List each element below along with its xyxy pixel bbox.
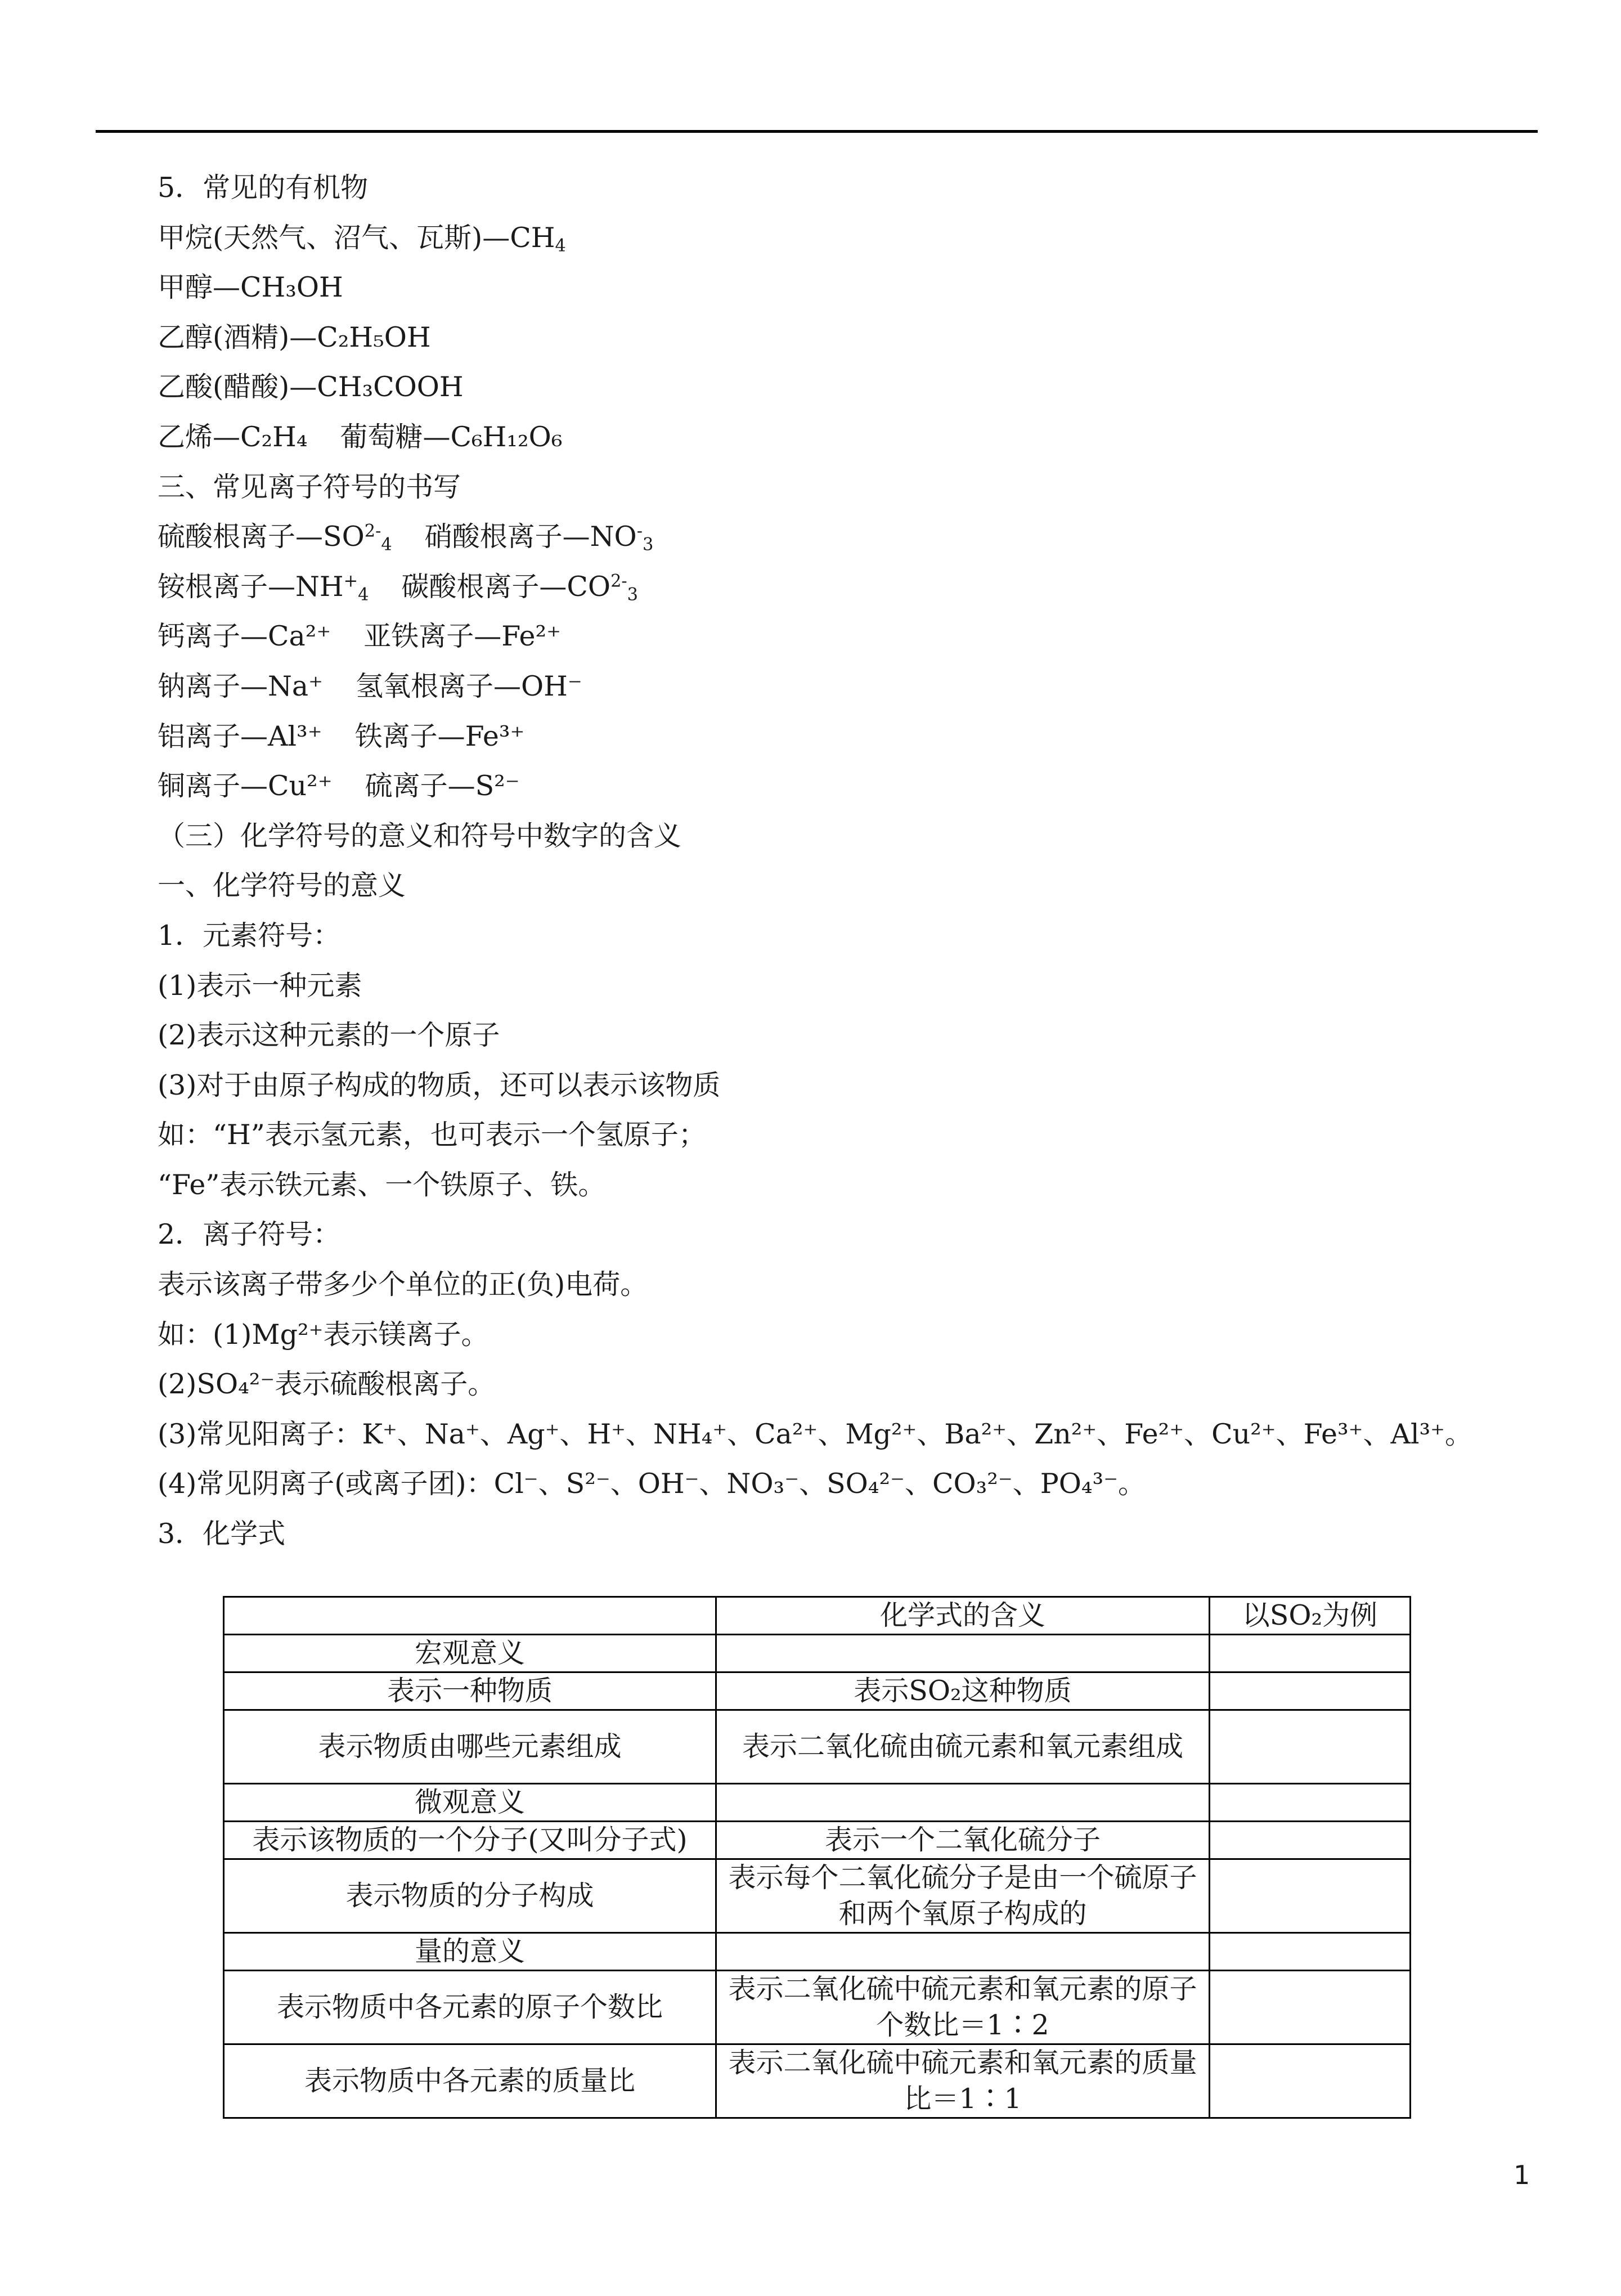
table-cell: [1210, 1710, 1411, 1784]
text-line-methanol: 甲醇—CH₃OH: [158, 271, 343, 304]
text-line-ethanol: 乙醇(酒精)—C₂H₅OH: [158, 321, 431, 353]
table-header-cell: 以SO₂为例: [1210, 1597, 1411, 1635]
table-header-cell: 化学式的含义: [716, 1597, 1210, 1635]
table-cell: [1210, 1784, 1411, 1822]
table-cell: 表示物质中各元素的质量比: [224, 2044, 716, 2118]
table-cell: 宏观意义: [224, 1635, 716, 1672]
table-row: [224, 1859, 1411, 1933]
table-cell: 表示物质的分子构成: [224, 1859, 716, 1933]
text-line-calcium-ferrous: 钙离子—Ca²⁺ 亚铁离子—Fe²⁺: [158, 620, 562, 653]
table-cell: 表示该物质的一个分子(又叫分子式): [224, 1822, 716, 1859]
table-header-row: [224, 1597, 1411, 1635]
table-cell: 量的意义: [224, 1933, 716, 1971]
table-row: [224, 1672, 1411, 1710]
text-line-ion-example-1: 如：(1)Mg²⁺表示镁离子。: [158, 1318, 489, 1351]
text-line-element-2: (2)表示这种元素的一个原子: [158, 1019, 500, 1052]
text-line-ion-title: 2．离子符号：: [158, 1218, 341, 1251]
text-line-sodium-hydroxide: 钠离子—Na⁺ 氢氧根离子—OH⁻: [158, 670, 582, 702]
table-cell: 表示一种物质: [224, 1672, 716, 1710]
table-cell: 表示二氧化硫中硫元素和氧元素的原子个数比＝1∶2: [716, 1971, 1210, 2044]
table-cell: [716, 1635, 1210, 1672]
table-row: [224, 1971, 1411, 2044]
header-rule: [96, 130, 1538, 133]
table-cell: 表示二氧化硫由硫元素和氧元素组成: [716, 1710, 1210, 1784]
table-header-cell: [224, 1597, 716, 1635]
formula-meaning-table: [223, 1596, 1411, 2119]
table-cell: 表示二氧化硫中硫元素和氧元素的质量比＝1∶1: [716, 2044, 1210, 2118]
text-line-anions: (4)常见阴离子(或离子团)：Cl⁻、S²⁻、OH⁻、NO₃⁻、SO₄²⁻、CO₃²⁻、PO₄³⁻。: [158, 1468, 1146, 1500]
table-row: [224, 1822, 1411, 1859]
table-cell: [1210, 1822, 1411, 1859]
table-cell: [1210, 1933, 1411, 1971]
text-line-element-title: 1．元素符号：: [158, 919, 341, 952]
table-row: [224, 2044, 1411, 2118]
table-cell: 表示一个二氧化硫分子: [716, 1822, 1210, 1859]
table-cell: 表示物质中各元素的原子个数比: [224, 1971, 716, 2044]
text-line-aluminum-ferric: 铝离子—Al³⁺ 铁离子—Fe³⁺: [158, 720, 525, 752]
text-line-ion-desc: 表示该离子带多少个单位的正(负)电荷。: [158, 1268, 648, 1301]
text-line-element-3: (3)对于由原子构成的物质，还可以表示该物质: [158, 1069, 721, 1101]
table-row: [224, 1933, 1411, 1971]
text-line-formula-title: 3．化学式: [158, 1518, 286, 1550]
text-line-sulfate-nitrate: 硫酸根离子$—SO^{2-}_4$ 硝酸根离子$—NO^-_3$: [158, 521, 654, 555]
table-row: [224, 1635, 1411, 1672]
section-title-ions: 三、常见离子符号的书写: [158, 470, 461, 503]
text-line-ethylene-glucose: 乙烯—C₂H₄ 葡萄糖—C₆H₁₂O₆: [158, 420, 563, 453]
text-line-methane: 甲烷(天然气、沼气、瓦斯)$—CH_4$: [158, 221, 566, 256]
text-line-acetic-acid: 乙酸(醋酸)—CH₃COOH: [158, 371, 464, 403]
text-line-element-1: (1)表示一种元素: [158, 969, 362, 1002]
text-line-ammonium-carbonate: 铵根离子$—NH^+_4$ 碳酸根离子$—CO^{2-}_3$: [158, 570, 638, 605]
table-cell: 微观意义: [224, 1784, 716, 1822]
text-line-ion-example-2: (2)SO₄²⁻表示硫酸根离子。: [158, 1368, 496, 1401]
table-cell: [716, 1784, 1210, 1822]
table-row: [224, 1784, 1411, 1822]
table-cell: [1210, 1635, 1411, 1672]
table-cell: 表示每个二氧化硫分子是由一个硫原子和两个氧原子构成的: [716, 1859, 1210, 1933]
table-cell: [1210, 1859, 1411, 1933]
section-title-organic: 5．常见的有机物: [158, 172, 369, 204]
text-line-copper-sulfide: 铜离子—Cu²⁺ 硫离子—S²⁻: [158, 770, 520, 802]
text-line-element-example-1: 如：“H”表示氢元素，也可表示一个氢原子；: [158, 1119, 706, 1151]
text-line-element-example-2: “Fe”表示铁元素、一个铁原子、铁。: [158, 1168, 606, 1201]
table-cell: [1210, 2044, 1411, 2118]
table-cell: [716, 1933, 1210, 1971]
subsection-title: 一、化学符号的意义: [158, 869, 406, 902]
document-body: [158, 163, 1519, 1559]
section-title-symbol-meaning: （三）化学符号的意义和符号中数字的含义: [158, 819, 682, 852]
table-cell: [1210, 1971, 1411, 2044]
formula-meaning-table-wrapper: [223, 1596, 1411, 2119]
table-row: [224, 1710, 1411, 1784]
text-line-cations: (3)常见阳离子：K⁺、Na⁺、Ag⁺、H⁺、NH₄⁺、Ca²⁺、Mg²⁺、Ba²⁺、Zn²⁺、Fe²⁺、Cu²⁺、Fe³⁺、Al³⁺。: [158, 1418, 1473, 1450]
page-number: 1: [1514, 2160, 1530, 2190]
table-cell: 表示SO₂这种物质: [716, 1672, 1210, 1710]
table-cell: 表示物质由哪些元素组成: [224, 1710, 716, 1784]
table-cell: [1210, 1672, 1411, 1710]
